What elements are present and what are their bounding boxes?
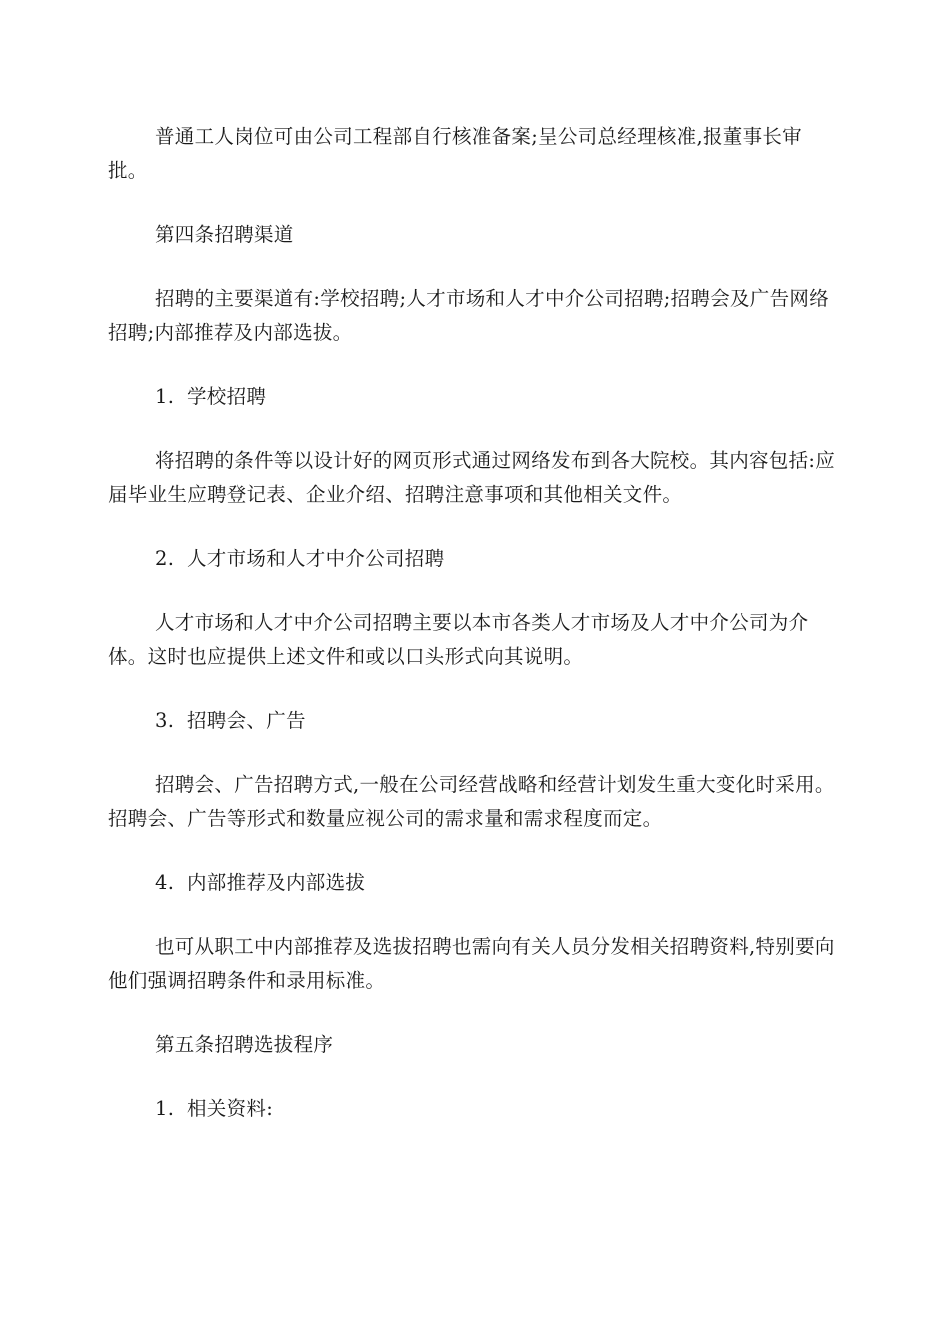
- list-item-label: 招聘会、广告: [187, 709, 306, 732]
- list-item-number: 1.: [155, 1097, 175, 1120]
- list-item-label: 人才市场和人才中介公司招聘: [187, 547, 445, 570]
- paragraph-job-fair-ads: 招聘会、广告招聘方式,一般在公司经营战略和经营计划发生重大变化时采用。招聘会、广告等形式和数量应视公司的需求量和需求程度而定。: [108, 773, 835, 830]
- list-item-number: 4.: [155, 871, 175, 894]
- heading-article-5: 第五条招聘选拔程序: [155, 1033, 334, 1056]
- list-item-school-recruitment: [108, 380, 838, 414]
- list-item-number: 1.: [155, 385, 175, 408]
- list-item-related-materials: [108, 1092, 838, 1126]
- paragraph-recruitment-channels: 招聘的主要渠道有:学校招聘;人才市场和人才中介公司招聘;招聘会及广告网络招聘;内部推荐及内部选拔。: [108, 287, 830, 344]
- heading-article-4: 第四条招聘渠道: [155, 223, 294, 246]
- list-item-number: 2.: [155, 547, 175, 570]
- paragraph-school-recruitment: 将招聘的条件等以设计好的网页形式通过网络发布到各大院校。其内容包括:应届毕业生应聘登记表、企业介绍、招聘注意事项和其他相关文件。: [108, 449, 836, 506]
- list-item-label: 相关资料:: [187, 1097, 274, 1120]
- list-item-job-fair-ads: [108, 704, 838, 738]
- list-item-number: 3.: [155, 709, 175, 732]
- paragraph-talent-market: 人才市场和人才中介公司招聘主要以本市各类人才市场及人才中介公司为介体。这时也应提供上述文件和或以口头形式向其说明。: [108, 611, 809, 668]
- paragraph-internal-referral: 也可从职工中内部推荐及选拔招聘也需向有关人员分发相关招聘资料,特别要向他们强调招聘条件和录用标准。: [108, 935, 835, 992]
- paragraph-approval: 普通工人岗位可由公司工程部自行核准备案;呈公司总经理核准,报董事长审批。: [108, 125, 802, 182]
- list-item-label: 内部推荐及内部选拔: [187, 871, 366, 894]
- list-item-talent-market: [108, 542, 838, 576]
- list-item-label: 学校招聘: [187, 385, 267, 408]
- list-item-internal-referral: [108, 866, 838, 900]
- document-page: [108, 120, 838, 1156]
